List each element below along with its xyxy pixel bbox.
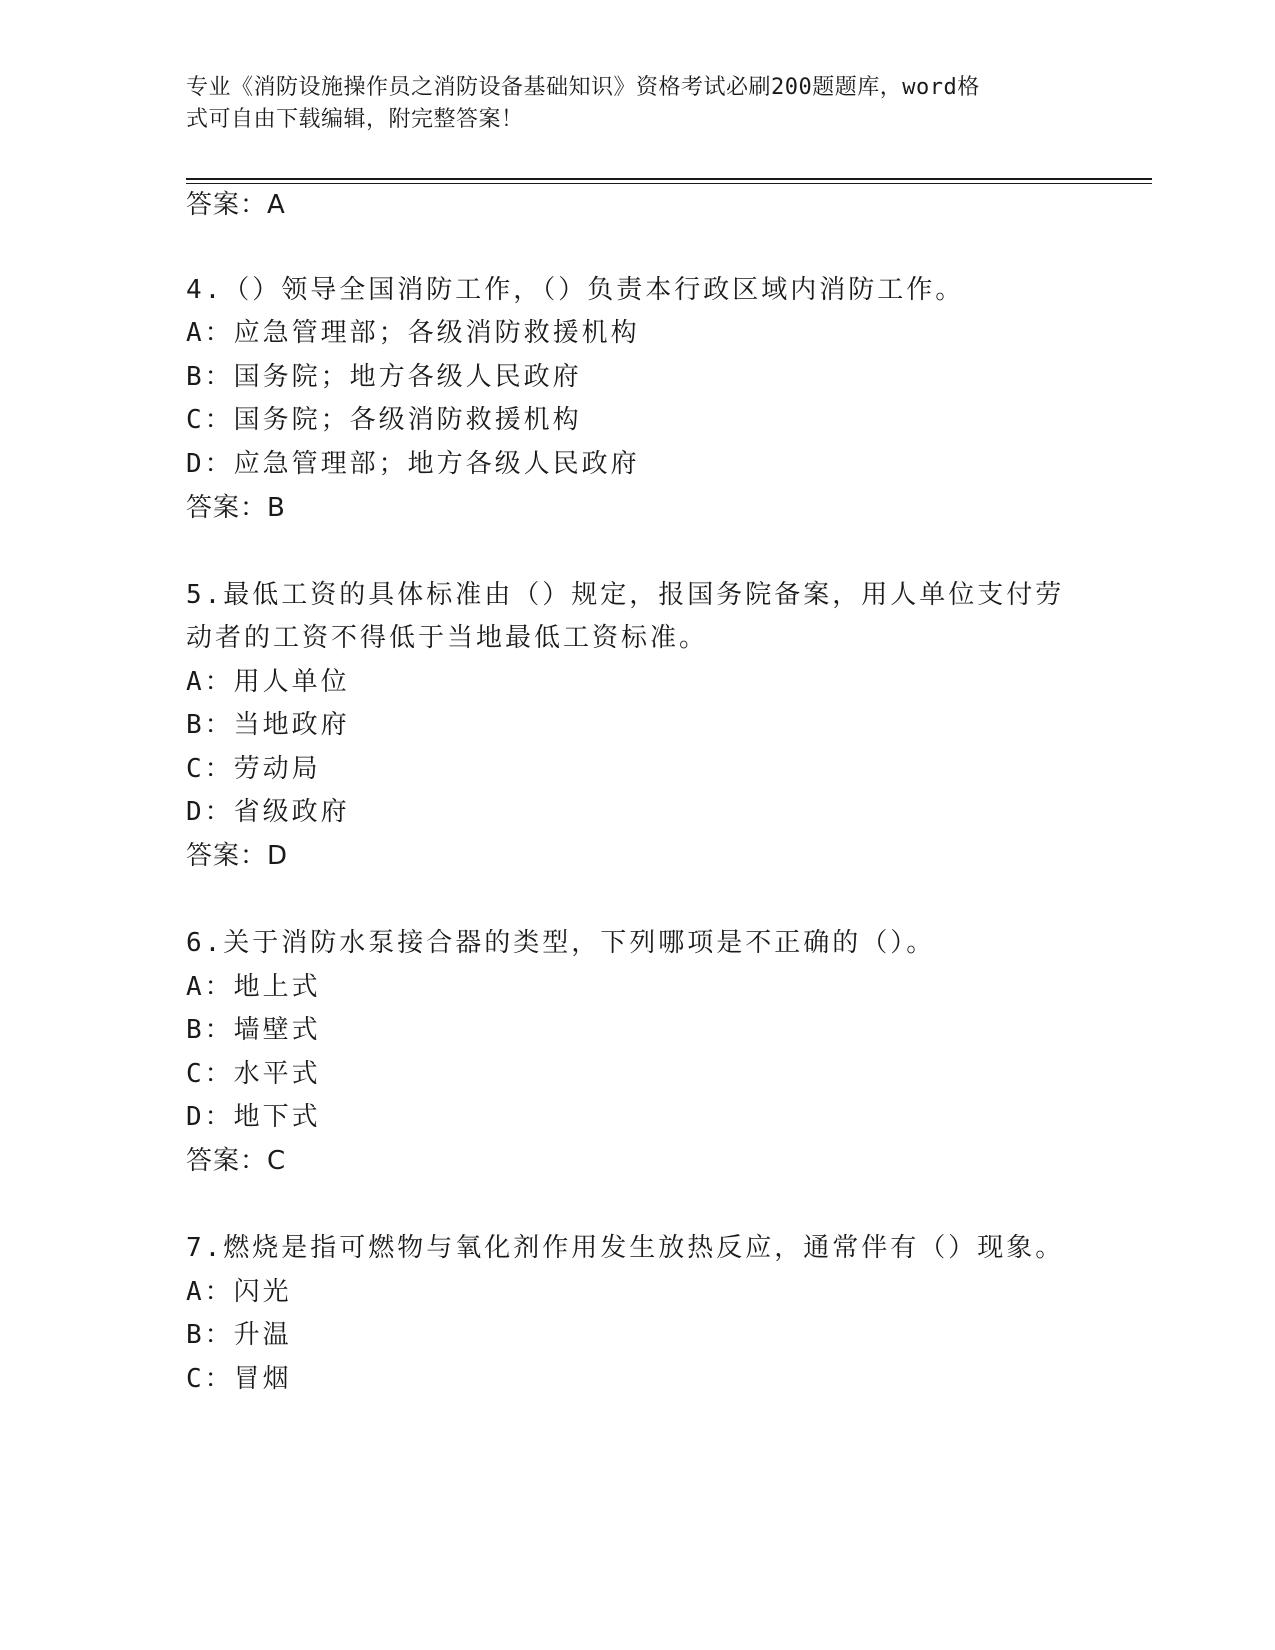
option-a: A：应急管理部；各级消防救援机构	[186, 318, 640, 348]
header-rule-thin	[186, 183, 1152, 184]
option-b: B：墙壁式	[186, 1015, 321, 1045]
question-stem-continued: 动者的工资不得低于当地最低工资标准。	[186, 623, 709, 653]
question-stem: 6.关于消防水泵接合器的类型，下列哪项是不正确的（）。	[186, 928, 936, 958]
option-b: B：国务院；地方各级人民政府	[186, 362, 582, 392]
page-header	[186, 72, 1066, 136]
answer-line: 答案：A	[186, 190, 286, 220]
option-a: A：闪光	[186, 1277, 292, 1307]
answer-line: 答案：C	[186, 1146, 287, 1176]
header-line-2: 式可自由下载编辑，附完整答案！	[186, 107, 524, 132]
option-d: D：地下式	[186, 1102, 321, 1132]
answer-line: 答案：B	[186, 493, 286, 523]
answer-line: 答案：D	[186, 841, 289, 871]
option-b: B：升温	[186, 1320, 292, 1350]
header-line-1: 专业《消防设施操作员之消防设备基础知识》资格考试必刷200题题库，word格	[186, 75, 980, 100]
question-stem: 5.最低工资的具体标准由（）规定，报国务院备案，用人单位支付劳	[186, 580, 1065, 610]
option-c: C：国务院；各级消防救援机构	[186, 405, 582, 435]
question-stem: 4.（）领导全国消防工作，（）负责本行政区域内消防工作。	[186, 275, 965, 305]
option-a: A：用人单位	[186, 667, 350, 697]
option-d: D：省级政府	[186, 797, 350, 827]
option-c: C：冒烟	[186, 1364, 292, 1394]
option-b: B：当地政府	[186, 710, 350, 740]
option-d: D：应急管理部；地方各级人民政府	[186, 449, 640, 479]
option-a: A：地上式	[186, 972, 321, 1002]
option-c: C：劳动局	[186, 754, 321, 784]
header-rule	[186, 178, 1152, 180]
option-c: C：水平式	[186, 1059, 321, 1089]
question-stem: 7.燃烧是指可燃物与氧化剂作用发生放热反应，通常伴有（）现象。	[186, 1233, 1065, 1263]
